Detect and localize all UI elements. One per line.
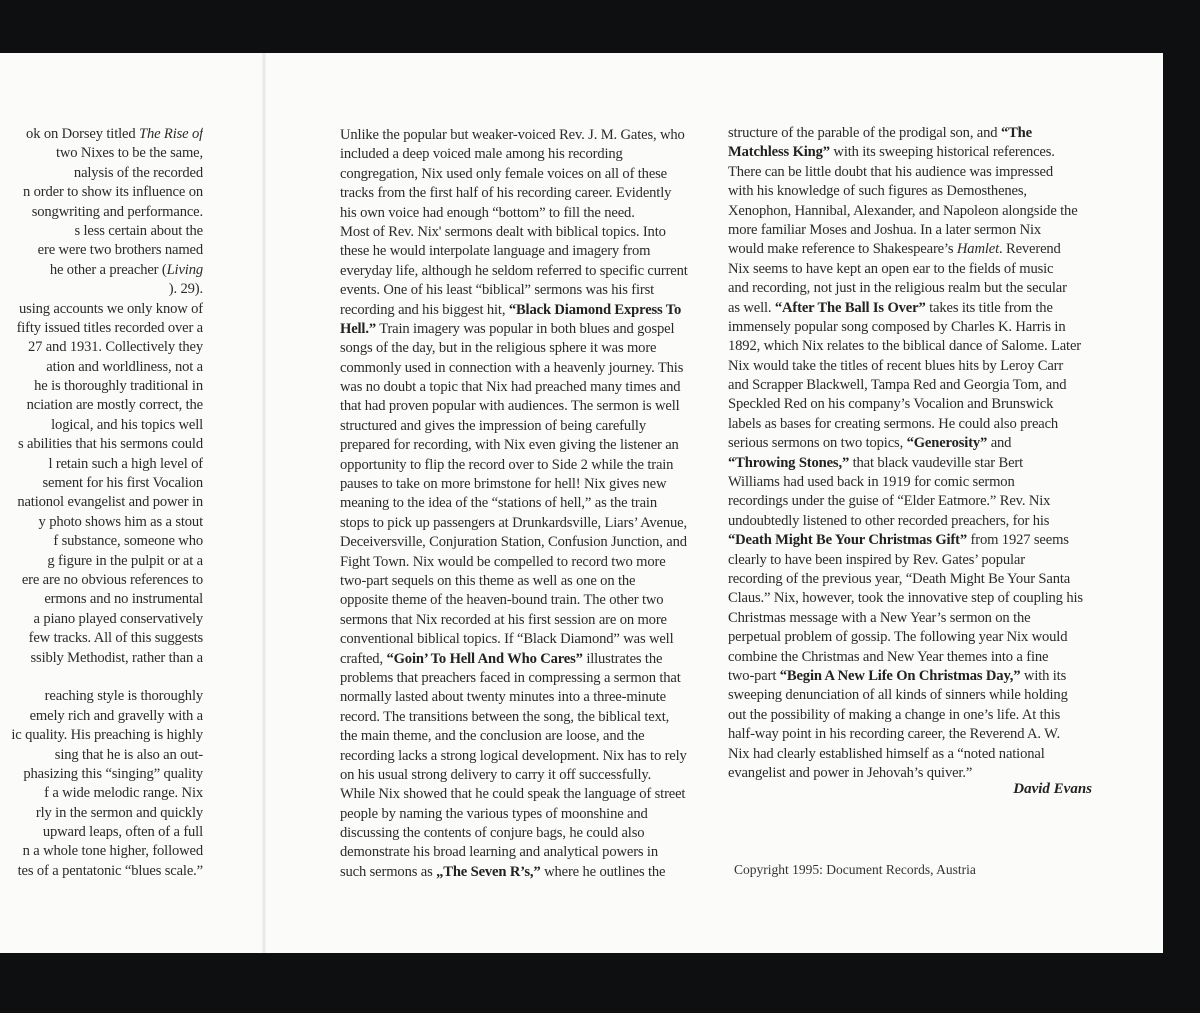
text-run: congregation, Nix used only female voices on all of these (340, 165, 668, 182)
text-line (728, 745, 1098, 764)
text-run: included a deep voiced male among his recording (340, 146, 623, 163)
text-line (0, 784, 203, 803)
text-line (340, 204, 710, 223)
text-line (0, 765, 203, 784)
text-line (728, 357, 1098, 376)
text-line (340, 359, 710, 378)
text-line (728, 240, 1098, 259)
song-title: “Begin A New Life On Christmas Day,” (779, 667, 1021, 684)
text-run: serious sermons on two topics, (728, 435, 907, 452)
text-run: and (987, 435, 1012, 452)
text-run: record. The transitions between the song, the biblical text, (340, 708, 670, 725)
text-run: that black vaudeville star Bert (849, 454, 1024, 471)
middle-column-text (340, 126, 710, 882)
text-line (340, 727, 710, 746)
text-run: the main theme, and the conclusion are loose, and the (340, 728, 645, 745)
text-run: n order to show its influence on (22, 184, 203, 201)
text-run: f substance, someone who (53, 533, 203, 550)
text-line (0, 687, 203, 706)
text-run: combine the Christmas and New Year themes into a fine (728, 648, 1049, 665)
text-line (728, 143, 1098, 162)
text-line (340, 708, 710, 727)
text-run: prepared for recording, with Nix even giving the listener an (340, 437, 679, 454)
text-run: few tracks. All of this suggests (28, 630, 203, 647)
text-line (0, 241, 203, 260)
text-run: nalysis of the recorded (73, 164, 203, 181)
text-line (340, 843, 710, 862)
text-line (340, 669, 710, 688)
text-run: ok on Dorsey titled (26, 126, 139, 142)
text-line (340, 688, 710, 707)
text-run: two-part sequels on this theme as well as one on the (340, 572, 636, 589)
text-run: Williams had used back in 1919 for comic sermon (728, 474, 1015, 491)
text-run: phasizing this “singing” quality (23, 765, 203, 782)
text-run: Deceiversville, Conjuration Station, Confusion Junction, and (340, 534, 687, 551)
text-line (728, 686, 1098, 705)
song-title: “Generosity” (906, 435, 988, 452)
text-line (340, 242, 710, 261)
text-line (728, 434, 1098, 453)
left-column-text (0, 125, 203, 881)
text-run: recording and his biggest hit, (340, 301, 509, 318)
text-run: ermons and no instrumental (44, 591, 203, 608)
text-run: s less certain about the (74, 222, 203, 239)
text-run: y photo shows him as a stout (38, 513, 203, 530)
text-line (728, 337, 1098, 356)
text-run: takes its title from the (925, 299, 1053, 316)
text-line (0, 842, 203, 861)
text-line (340, 378, 710, 397)
text-line (340, 165, 710, 184)
text-run: crafted, (340, 650, 387, 667)
text-line (0, 610, 203, 629)
song-title: Matchless King” (728, 144, 830, 161)
text-line (340, 397, 710, 416)
text-line (340, 533, 710, 552)
text-line (0, 300, 203, 319)
text-line (728, 628, 1098, 647)
text-run: tracks from the first half of his recording career. Evidently (340, 185, 672, 202)
text-run: Unlike the popular but weaker-voiced Rev. J. M. Gates, who (340, 127, 685, 143)
text-line (728, 124, 1098, 143)
right-column-text (728, 124, 1098, 783)
text-run: where he outlines the (540, 863, 666, 880)
text-run: tes of a pentatonic “blues scale.” (17, 862, 203, 879)
italic-title: The Rise of (138, 126, 203, 142)
text-line (728, 260, 1098, 279)
text-run: half-way point in his recording career, the Reverend A. W. (728, 726, 1060, 743)
text-line (340, 320, 710, 339)
text-line (340, 301, 710, 320)
text-line (340, 824, 710, 843)
song-title: “Throwing Stones,” (728, 454, 850, 471)
text-line (728, 415, 1098, 434)
text-line (0, 377, 203, 396)
text-run: s abilities that his sermons could (17, 436, 203, 453)
text-line (728, 279, 1098, 298)
text-line (340, 456, 710, 475)
text-run: these he would interpolate language and imagery from (340, 243, 651, 260)
text-run: everyday life, although he seldom referred to specific current (340, 262, 688, 279)
page-fold (262, 53, 266, 953)
text-line (340, 591, 710, 610)
text-run: a piano played conservatively (33, 610, 203, 627)
text-run: logical, and his topics well (51, 416, 203, 433)
text-run: Most of Rev. Nix' sermons dealt with biblical topics. Into (340, 223, 666, 240)
text-run: would make reference to Shakespeare’s (728, 241, 957, 258)
text-run: commonly used in connection with a heavenly journey. This (340, 359, 684, 376)
text-line (728, 551, 1098, 570)
text-run: pauses to take on more brimstone for hell! Nix gives new (340, 476, 667, 493)
text-line (340, 514, 710, 533)
text-line (340, 436, 710, 455)
text-run: Speckled Red on his company’s Vocalion and Brunswick (728, 396, 1054, 413)
text-line (728, 299, 1098, 318)
text-run: perpetual problem of gossip. The following year Nix would (728, 629, 1068, 646)
text-line (0, 823, 203, 842)
text-line (728, 376, 1098, 395)
text-run: discussing the contents of conjure bags, he could also (340, 825, 645, 842)
text-run: ssibly Methodist, rather than a (30, 649, 203, 666)
copyright-notice: Copyright 1995: Document Records, Austria (734, 862, 976, 877)
text-line (340, 630, 710, 649)
text-run: stops to pick up passengers at Drunkardsville, Liars’ Avenue, (340, 514, 687, 531)
text-run: from 1927 seems (967, 532, 1069, 549)
text-line (728, 163, 1098, 182)
text-line (340, 262, 710, 281)
text-run: f a wide melodic range. Nix (44, 785, 203, 802)
text-line (340, 223, 710, 242)
text-line (0, 164, 203, 183)
author-signature: David Evans (1013, 781, 1092, 797)
text-run: nciation are mostly correct, the (26, 397, 203, 414)
text-run: sement for his first Vocalion (42, 475, 203, 492)
song-title: “Death Might Be Your Christmas Gift” (728, 532, 968, 549)
text-line (0, 726, 203, 745)
text-line (0, 707, 203, 726)
text-line (0, 222, 203, 241)
text-line (0, 862, 203, 881)
text-run: people by naming the various types of moonshine and (340, 805, 648, 822)
text-line (340, 184, 710, 203)
text-line (0, 629, 203, 648)
text-line (0, 552, 203, 571)
text-run: Xenophon, Hannibal, Alexander, and Napoleon alongside the (728, 202, 1078, 219)
text-line (728, 492, 1098, 511)
text-run: n a whole tone higher, followed (22, 843, 203, 860)
text-run: . Reverend (998, 241, 1061, 258)
text-run: ation and worldliness, not a (46, 358, 203, 375)
text-line (0, 571, 203, 590)
text-line (728, 454, 1098, 473)
text-run: emely rich and gravelly with a (29, 707, 203, 724)
text-line (340, 475, 710, 494)
text-line (0, 493, 203, 512)
text-run: and recording, not just in the religious realm but the secular (728, 280, 1067, 297)
text-run: ). 29). (168, 281, 203, 298)
text-run: his own voice had enough “bottom” to fill the need. (340, 204, 635, 221)
text-line (340, 611, 710, 630)
text-line (0, 125, 203, 144)
text-run: more familiar Moses and Joshua. In a later sermon Nix (728, 221, 1042, 238)
text-run: Nix had clearly established himself as a “noted national (728, 745, 1045, 762)
text-run: ic quality. His preaching is highly (11, 727, 203, 744)
text-run: as well. (728, 299, 775, 316)
text-line (728, 648, 1098, 667)
text-run: Claus.” Nix, however, took the innovative step of coupling his (728, 590, 1083, 607)
text-line (340, 747, 710, 766)
text-run: immensely popular song composed by Charles K. Harris in (728, 318, 1066, 335)
text-line (0, 396, 203, 415)
text-run: Christmas message with a New Year’s sermon on the (728, 609, 1031, 626)
text-line (728, 725, 1098, 744)
text-line (728, 589, 1098, 608)
italic-title: Living (166, 261, 203, 278)
text-run: structured and gives the impression of being carefully (340, 417, 646, 434)
text-line (728, 531, 1098, 550)
text-line (0, 261, 203, 280)
text-line (0, 203, 203, 222)
text-run: using accounts we only know of (19, 300, 203, 317)
text-line (0, 513, 203, 532)
text-line (0, 183, 203, 202)
text-line (340, 650, 710, 669)
text-line (340, 572, 710, 591)
text-line (340, 785, 710, 804)
text-run: ere are no obvious references to (21, 571, 203, 588)
italic-title: Hamlet (956, 241, 999, 258)
text-run: with his knowledge of such figures as Demosthenes, (728, 183, 1027, 200)
text-run: 27 and 1931. Collectively they (27, 339, 203, 356)
text-run: undoubtedly listened to other recorded preachers, for his (728, 512, 1050, 529)
text-run: recording of the previous year, “Death Might Be Your Santa (728, 570, 1071, 587)
text-run: sermons that Nix recorded at his first session are on more (340, 611, 667, 628)
text-run: he other a preacher ( (49, 261, 167, 278)
text-run: with its sweeping historical references. (829, 144, 1055, 161)
text-run: reaching style is thoroughly (44, 688, 203, 705)
text-run: with its (1020, 667, 1067, 684)
text-line (340, 145, 710, 164)
text-run: recording lacks a strong logical development. Nix has to rely (340, 747, 687, 764)
song-title: “The (1000, 125, 1032, 141)
text-line (0, 358, 203, 377)
text-run: fifty issued titles recorded over a (16, 319, 203, 336)
text-run: Fight Town. Nix would be compelled to record two more (340, 553, 666, 570)
text-line (728, 221, 1098, 240)
text-line (728, 182, 1098, 201)
text-run: on his usual strong delivery to carry it off successfully. (340, 766, 652, 783)
text-run: l retain such a high level of (48, 455, 203, 472)
text-line (340, 766, 710, 785)
text-line (0, 280, 203, 299)
text-run: out the possibility of making a change in one’s life. At this (728, 706, 1061, 723)
text-run: he is thoroughly traditional in (34, 378, 203, 395)
text-run: meaning to the idea of the “stations of hell,” as the train (340, 495, 657, 512)
text-run: opportunity to flip the record over to Side 2 while the train (340, 456, 674, 473)
text-line (728, 318, 1098, 337)
text-run: 1892, which Nix relates to the biblical dance of Salome. Later (728, 338, 1081, 355)
text-run: Nix would take the titles of recent blues hits by Leroy Carr (728, 357, 1064, 374)
text-line (728, 473, 1098, 492)
text-run: two-part (728, 667, 780, 684)
text-line (340, 281, 710, 300)
text-run: rly in the sermon and quickly (35, 804, 203, 821)
text-run: opposite theme of the heaven-bound train. The other two (340, 592, 664, 609)
song-title: “Goin’ To Hell And Who Cares” (386, 650, 583, 667)
song-title: “Black Diamond Express To (508, 301, 682, 318)
text-run: two Nixes to be the same, (55, 145, 203, 162)
text-run: demonstrate his broad learning and analytical powers in (340, 844, 658, 861)
song-title: Hell.” (340, 320, 376, 337)
text-run: songwriting and performance. (31, 203, 203, 220)
text-line (0, 435, 203, 454)
text-line (0, 455, 203, 474)
text-run: that had proven popular with audiences. The sermon is well (340, 398, 680, 415)
text-run: sweeping denunciation of all kinds of sinners while holding (728, 687, 1068, 704)
text-line (728, 609, 1098, 628)
song-title: “After The Ball Is Over” (774, 299, 926, 316)
text-run: illustrates the (582, 650, 663, 667)
text-run: such sermons as (340, 863, 437, 880)
text-run: structure of the parable of the prodigal son, and (728, 125, 1001, 141)
text-line (0, 746, 203, 765)
text-line (340, 805, 710, 824)
text-line (340, 863, 710, 882)
text-run: labels as bases for creating sermons. He could also preach (728, 415, 1059, 432)
text-line (728, 667, 1098, 686)
text-run: songs of the day, but in the religious sphere it was more (340, 340, 657, 357)
text-run: Nix seems to have kept an open ear to the fields of music (728, 260, 1054, 277)
text-line (0, 338, 203, 357)
text-run: conventional biblical topics. If “Black Diamond” was well (340, 631, 674, 648)
text-line (0, 532, 203, 551)
text-line (0, 649, 203, 668)
text-run: nationol evangelist and power in (17, 494, 203, 511)
text-run: normally lasted about twenty minutes into a three-minute (340, 689, 666, 706)
text-line (340, 339, 710, 358)
text-line (728, 395, 1098, 414)
text-run: and Scrapper Blackwell, Tampa Red and Georgia Tom, and (728, 377, 1067, 394)
text-line (0, 416, 203, 435)
text-line (340, 553, 710, 572)
text-line (0, 590, 203, 609)
text-line (0, 668, 203, 687)
text-line (0, 319, 203, 338)
text-run: events. One of his least “biblical” sermons was his first (340, 282, 655, 299)
text-line (728, 706, 1098, 725)
text-line (728, 512, 1098, 531)
text-run: sing that he is also an out- (54, 746, 203, 763)
text-run: While Nix showed that he could speak the language of street (340, 786, 686, 803)
text-line (728, 570, 1098, 589)
text-run: was no doubt a topic that Nix had preached many times and (340, 379, 681, 396)
text-run: upward leaps, often of a full (42, 824, 203, 841)
text-line (728, 202, 1098, 221)
text-line (0, 804, 203, 823)
text-run: There can be little doubt that his audience was impressed (728, 163, 1053, 180)
text-run: evangelist and power in Jehovah’s quiver.” (728, 764, 973, 781)
text-run: problems that preachers faced in compressing a sermon that (340, 669, 681, 686)
text-line (0, 474, 203, 493)
song-title: „The Seven R’s,” (436, 863, 541, 880)
text-line (0, 144, 203, 163)
text-run: Train imagery was popular in both blues and gospel (375, 320, 675, 337)
text-run: recordings under the guise of “Elder Eatmore.” Rev. Nix (728, 493, 1051, 510)
text-run: g figure in the pulpit or at a (47, 552, 203, 569)
text-run: clearly to have been inspired by Rev. Gates’ popular (728, 551, 1025, 568)
text-line (340, 417, 710, 436)
text-line (340, 494, 710, 513)
text-run: ere were two brothers named (37, 242, 203, 259)
text-line (340, 126, 710, 145)
